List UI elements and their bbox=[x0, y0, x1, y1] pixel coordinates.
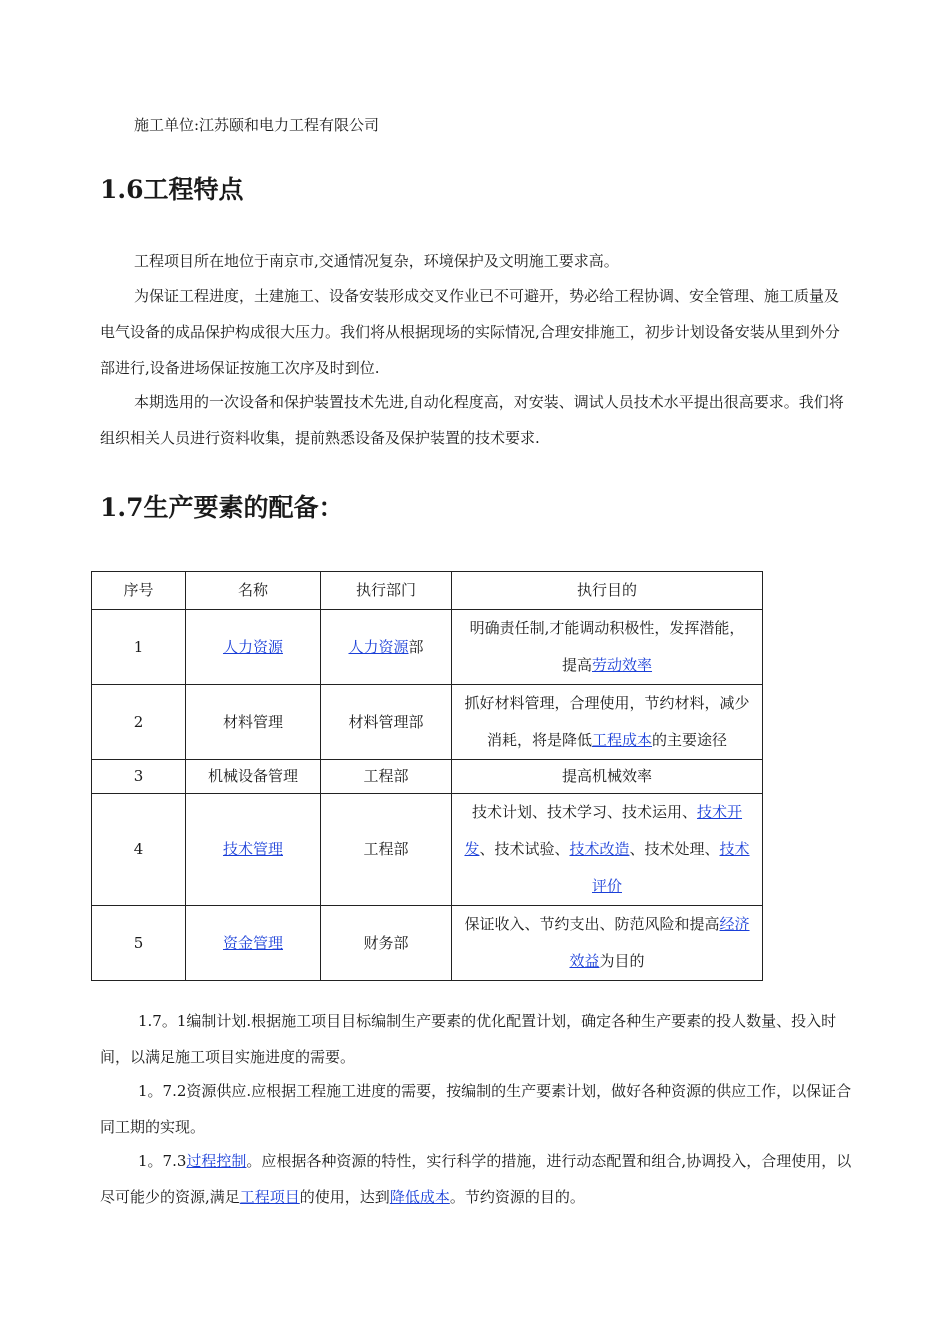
table-row bbox=[92, 906, 763, 981]
note-text: 。节约资源的目的。 bbox=[449, 1188, 585, 1206]
section-1-6-heading: 1.6工程特点 bbox=[100, 175, 244, 204]
row-goal bbox=[452, 794, 763, 906]
note-1-7-2 bbox=[100, 1073, 852, 1145]
goal-text: 为目的 bbox=[599, 952, 645, 970]
note-lead: 1。7.2资源供应. bbox=[138, 1082, 252, 1100]
row-no: 5 bbox=[92, 906, 186, 981]
row-name: 机械设备管理 bbox=[186, 760, 321, 794]
section-1-6-paragraph-1: 工程项目所在地位于南京市,交通情况复杂，环境保护及文明施工要求高。 bbox=[134, 252, 619, 270]
table-row bbox=[92, 760, 763, 794]
link-tech-management[interactable]: 技术管理 bbox=[222, 840, 283, 858]
link-reduce-cost[interactable]: 降低成本 bbox=[389, 1188, 450, 1206]
row-dept bbox=[321, 610, 452, 685]
note-lead: 1.7。1编制计划. bbox=[138, 1012, 252, 1030]
link-hr-dept[interactable]: 人力资源 bbox=[348, 637, 409, 656]
link-hr[interactable]: 人力资源 bbox=[222, 637, 283, 656]
goal-text: 、技术处理、 bbox=[629, 840, 720, 858]
row-dept: 工程部 bbox=[321, 760, 452, 794]
note-1-7-3 bbox=[100, 1143, 852, 1215]
table-header-row bbox=[92, 572, 763, 610]
note-1-7-1 bbox=[100, 1003, 852, 1075]
row-name: 材料管理 bbox=[186, 685, 321, 760]
link-tech-development[interactable]: 技术开发 bbox=[464, 803, 743, 858]
link-economic-benefit[interactable]: 经济效益 bbox=[569, 915, 750, 970]
header-dept: 执行部门 bbox=[321, 572, 452, 610]
section-1-6-paragraph-3: 本期选用的一次设备和保护装置技术先进,自动化程度高，对安装、调试人员技术水平提出很高要求。我们将组织相关人员进行资料收集，提前熟悉设备及保护装置的技术要求. bbox=[100, 393, 844, 447]
row-goal bbox=[452, 906, 763, 981]
note-text: 的使用，达到 bbox=[299, 1188, 390, 1206]
row-name bbox=[186, 906, 321, 981]
row-no: 3 bbox=[92, 760, 186, 794]
section-1-6-paragraph-2: 为保证工程进度，土建施工、设备安装形成交叉作业已不可避开，势必给工程协调、安全管理、施工质量及电气设备的成品保护构成很大压力。我们将从根据现场的实际情况,合理安排施工，初步计划设备安装从里到外分部进行,设备进场保证按施工次序及时到位. bbox=[100, 287, 840, 377]
row-goal bbox=[452, 610, 763, 685]
row-dept: 财务部 bbox=[321, 906, 452, 981]
link-tech-evaluation[interactable]: 技术评价 bbox=[591, 840, 750, 895]
table-row bbox=[92, 610, 763, 685]
header-goal: 执行目的 bbox=[452, 572, 763, 610]
link-project-cost[interactable]: 工程成本 bbox=[591, 731, 652, 749]
note-lead: 1。7.3 bbox=[138, 1152, 187, 1170]
link-engineering-project[interactable]: 工程项目 bbox=[239, 1188, 300, 1206]
row-goal: 提高机械效率 bbox=[452, 760, 763, 794]
row-goal bbox=[452, 685, 763, 760]
goal-text: 技术计划、技术学习、技术运用、 bbox=[471, 803, 697, 821]
table-row bbox=[92, 685, 763, 760]
section-1-7-heading: 1.7生产要素的配备： bbox=[100, 493, 344, 522]
header-no: 序号 bbox=[92, 572, 186, 610]
row-name bbox=[186, 610, 321, 685]
note-text: 根据施工项目目标编制生产要素的优化配置计划，确定各种生产要素的投人数量、投入时间，以满足施工项目实施进度的需要。 bbox=[100, 1012, 837, 1066]
header-name: 名称 bbox=[186, 572, 321, 610]
row-no: 1 bbox=[92, 610, 186, 685]
link-process-control[interactable]: 过程控制 bbox=[186, 1152, 247, 1170]
row-no: 4 bbox=[92, 794, 186, 906]
construction-unit-line: 施工单位:江苏颐和电力工程有限公司 bbox=[134, 116, 380, 134]
note-text: 应根据工程施工进度的需要，按编制的生产要素计划，做好各种资源的供应工作，以保证合同工期的实现。 bbox=[100, 1082, 852, 1136]
row-name bbox=[186, 794, 321, 906]
link-tech-renovation[interactable]: 技术改造 bbox=[569, 840, 630, 858]
row-dept: 工程部 bbox=[321, 794, 452, 906]
goal-text: 保证收入、节约支出、防范风险和提高 bbox=[464, 915, 720, 933]
link-labor-efficiency[interactable]: 劳动效率 bbox=[592, 656, 653, 674]
production-factors-table bbox=[91, 571, 763, 981]
goal-text: 抓好材料管理，合理使用，节约材料，减少消耗，将是降低 bbox=[464, 694, 750, 749]
note-text: 。应根据各种资源的特性，实行科学的措施，进行动态配置和组合,协调投入，合理使用，以尽可能少的资源,满足 bbox=[100, 1152, 852, 1206]
row-dept: 材料管理部 bbox=[321, 685, 452, 760]
goal-text: 明确责任制,才能调动积极性，发挥潜能，提高 bbox=[469, 619, 745, 674]
goal-text: 的主要途径 bbox=[652, 731, 728, 749]
dept-suffix: 部 bbox=[408, 637, 424, 656]
table-row bbox=[92, 794, 763, 906]
link-fund-management[interactable]: 资金管理 bbox=[222, 933, 283, 952]
goal-text: 、技术试验、 bbox=[479, 840, 570, 858]
row-no: 2 bbox=[92, 685, 186, 760]
